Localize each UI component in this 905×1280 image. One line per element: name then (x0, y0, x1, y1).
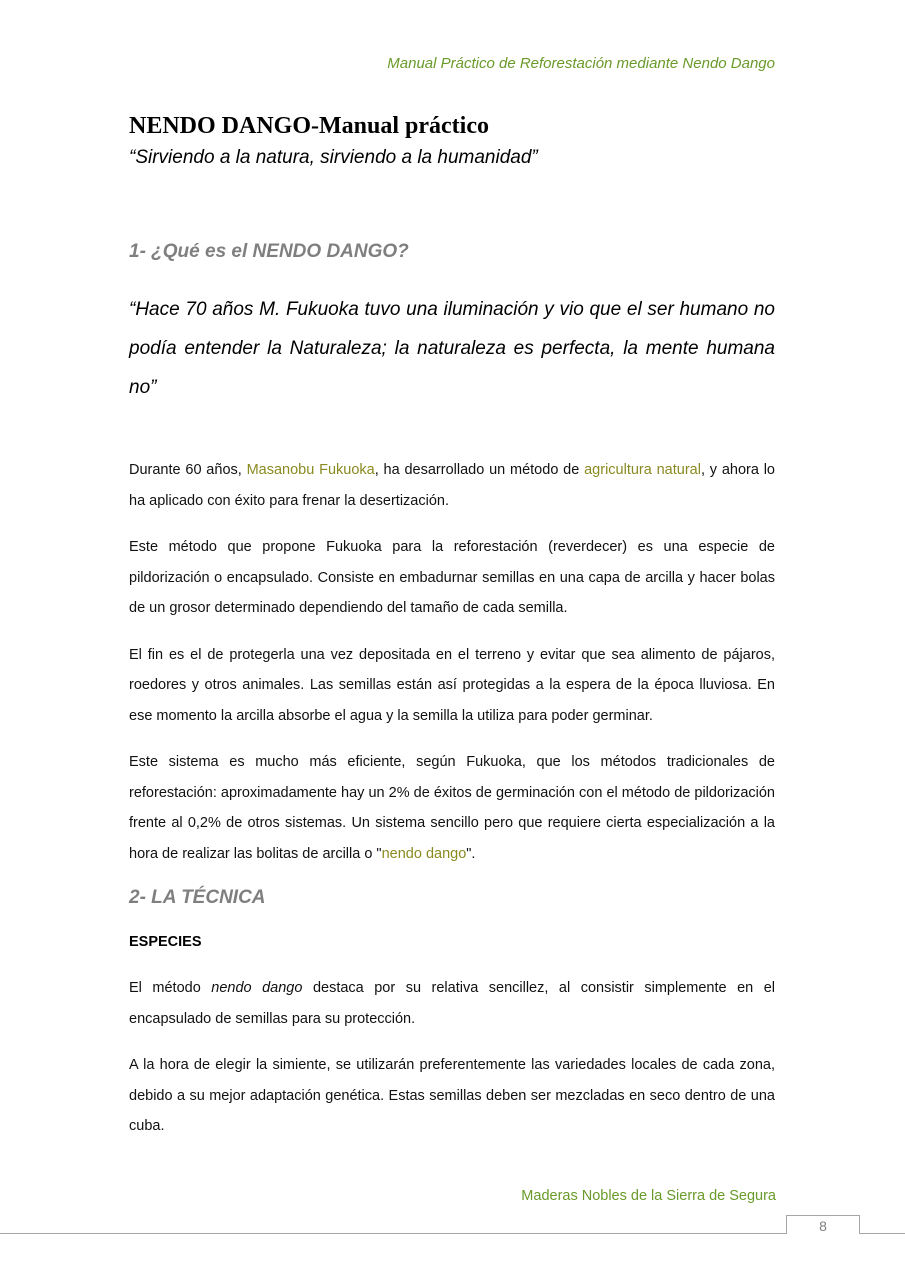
paragraph-1-text-a: Durante 60 años, (129, 462, 247, 478)
paragraph-5 (129, 973, 775, 1034)
paragraph-4-text-b: ". (466, 845, 476, 862)
subsection-heading-especies: ESPECIES (129, 934, 202, 950)
paragraph-1-text-b: , ha desarrollado un método de (374, 462, 585, 478)
paragraph-1-text-c: , y ahora lo ha aplicado con éxito para frenar la desertización. (129, 462, 775, 509)
link-masanobu-fukuoka[interactable]: Masanobu Fukuoka (246, 462, 375, 478)
paragraph-5-text-a: El método (129, 980, 212, 996)
link-agricultura-natural[interactable]: agricultura natural (584, 462, 701, 478)
paragraph-5-italic: nendo dango (211, 980, 303, 996)
running-footer: Maderas Nobles de la Sierra de Segura (521, 1188, 776, 1204)
document-subtitle: “Sirviendo a la natura, sirviendo a la humanidad” (129, 147, 538, 168)
paragraph-1 (129, 455, 775, 516)
section-1-heading: 1- ¿Qué es el NENDO DANGO? (129, 241, 409, 262)
section-2-heading: 2- LA TÉCNICA (129, 887, 266, 908)
link-nendo-dango[interactable]: nendo dango (381, 845, 467, 862)
paragraph-5-text-b: destaca por su relativa sencillez, al consistir simplemente en el encapsulado de semillas para su protección. (129, 980, 775, 1027)
paragraph-2: Este método que propone Fukuoka para la reforestación (reverdecer) es una especie de pildorización o encapsulado. Consiste en embadurnar semillas en una capa de arcilla y hacer bolas de un grosor determinado dependiendo del tamaño de cada semilla. (129, 539, 775, 616)
paragraph-3: El fin es el de protegerla una vez depositada en el terreno y evitar que sea alimento de pájaros, roedores y otros animales. Las semillas están así protegidas a la espera de la época lluviosa. En ese momento la arcilla absorbe el agua y la semilla la utiliza para poder germinar. (129, 646, 775, 724)
document-title: NENDO DANGO-Manual práctico (129, 113, 489, 139)
paragraph-6: A la hora de elegir la simiente, se utilizarán preferentemente las variedades locales de cada zona, debido a su mejor adaptación genética. Estas semillas deben ser mezcladas en seco dentro de una cuba. (129, 1057, 775, 1134)
intro-quote: “Hace 70 años M. Fukuoka tuvo una iluminación y vio que el ser humano no podía entender la Naturaleza; la naturaleza es perfecta, la mente humana no” (129, 299, 775, 398)
paragraph-4-text-a: Este sistema es mucho más eficiente, según Fukuoka, que los métodos tradicionales de reforestación: aproximadamente hay un 2% de éxitos de germinación con el método de pildorización frente al 0,2% de otros sistemas. Un sistema sencillo pero que requiere cierta especialización a la hora de realizar las bolitas de arcilla o " (129, 754, 775, 862)
footer-divider (0, 1233, 905, 1234)
page-content (129, 108, 775, 1142)
paragraph-4 (129, 747, 775, 869)
running-header: Manual Práctico de Reforestación mediante Nendo Dango (387, 55, 775, 72)
page-number: 8 (786, 1215, 860, 1234)
